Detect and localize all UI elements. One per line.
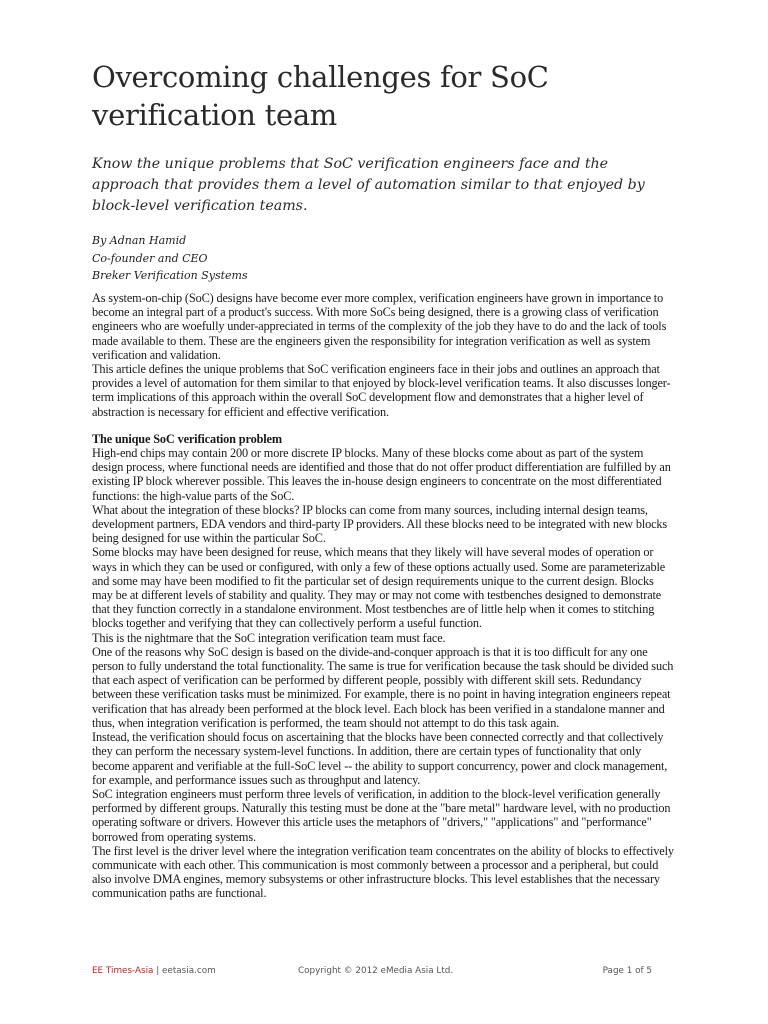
body-paragraph: This is the nightmare that the SoC integration verification team must face. bbox=[92, 630, 446, 645]
author-role: Co-founder and CEO bbox=[92, 251, 208, 265]
site-link[interactable]: eetasia.com bbox=[162, 966, 216, 976]
footer-separator: | bbox=[153, 966, 163, 976]
author-name: By Adnan Hamid bbox=[92, 234, 187, 247]
body-paragraph: The first level is the driver level where the integration verification team concentrates on the ability of blocks to effectively communicate with each other. This communication is most commonly between a processor and a peripheral, but could also involve DMA engines, memory subsystems or other infrastructure blocks. This level establishes that the necessary communication paths are functional. bbox=[92, 843, 674, 901]
body-paragraph: One of the reasons why SoC design is based on the divide-and-conquer approach is that it is too difficult for any one person to fully understand the total functionality. The same is true for verification because the task should be divided such that each aspect of verification can be performed by different people, possibly with different skill sets. Redundancy between these verification tasks must be minimized. For example, there is no point in having integration engineers repeat verification that has already been performed at the block level. Each block has been verified in a standalone manner and thus, when integration verification is performed, the team should not attempt to do this task again. bbox=[92, 644, 674, 730]
body-paragraph: Instead, the verification should focus on ascertaining that the blocks have been connected correctly and that collectively they can perform the necessary system-level functions. In addition, there are certain types of functionality that only become apparent and verifiable at the full-SoC level -- the ability to support concurrency, power and clock management, for example, and performance issues such as throughput and latency. bbox=[92, 730, 668, 787]
body-paragraph: Some blocks may have been designed for reuse, which means that they likely will have several modes of operation or ways in which they can be used or configured, with only a few of these options actually used. Some are parameterizable and some may have been modified to fit the particular set of design requirements unique to the current design. Blocks may be at different levels of stability and quality. They may or may not come with testbenches designed to demonstrate that they function correctly in a standalone environment. Most testbenches are of little help when it comes to stitching blocks together and verifying that they can collectively perform a useful function. bbox=[92, 545, 666, 631]
body-paragraph: High-end chips may contain 200 or more discrete IP blocks. Many of these blocks come about as part of the system design process, where functional needs are identified and those that do not offer product differentiation are fulfilled by an existing IP block wherever possible. This leaves the in-house design engineers to concentrate on the most differentiated functions: the high-value parts of the SoC. bbox=[92, 446, 671, 503]
article-body bbox=[92, 291, 676, 901]
copyright-notice: Copyright © 2012 eMedia Asia Ltd. bbox=[298, 966, 454, 976]
intro-paragraph: This article defines the unique problems that SoC verification engineers face in their jobs and outlines an approach that provides a level of automation for them similar to that enjoyed by block-level verification teams. It also discusses longer-term implications of this approach within the overall SoC development flow and demonstrates that a higher level of abstraction is necessary for efficient and effective verification. bbox=[92, 362, 671, 419]
body-paragraph: What about the integration of these blocks? IP blocks can come from many sources, including internal design teams, development partners, EDA vendors and third-party IP providers. All these blocks need to be integrated with new blocks being designed for use within the particular SoC. bbox=[92, 502, 668, 546]
footer-brand-group bbox=[92, 966, 216, 976]
article-subtitle: Know the unique problems that SoC verification engineers face and the approach that provides them a level of automation similar to that enjoyed by block-level verification teams. bbox=[92, 156, 645, 214]
author-company: Breker Verification Systems bbox=[92, 269, 248, 282]
section-heading: The unique SoC verification problem bbox=[92, 431, 282, 446]
byline bbox=[92, 232, 248, 285]
intro-paragraph: As system-on-chip (SoC) designs have become ever more complex, verification engineers have grown in importance to become an integral part of a product's success. With more SoCs being designed, there is a growing class of verification engineers who are woefully under-appreciated in terms of the complexity of the job they have to do and the lack of tools made available to them. These are the engineers given the responsibility for integration verification as well as system verification and validation. bbox=[92, 291, 667, 362]
article-title: Overcoming challenges for SoC verification team bbox=[92, 60, 549, 132]
page-footer bbox=[92, 966, 676, 980]
page-number: Page 1 of 5 bbox=[602, 966, 652, 976]
body-paragraph: SoC integration engineers must perform three levels of verification, in addition to the block-level verification generally performed by different groups. Naturally this testing must be done at the "bare metal" hardware level, with no production operating software or drivers. However this article uses the metaphors of "drivers," "applications" and "performance" borrowed from operating systems. bbox=[92, 786, 671, 844]
brand-link[interactable]: EE Times-Asia bbox=[92, 966, 154, 976]
